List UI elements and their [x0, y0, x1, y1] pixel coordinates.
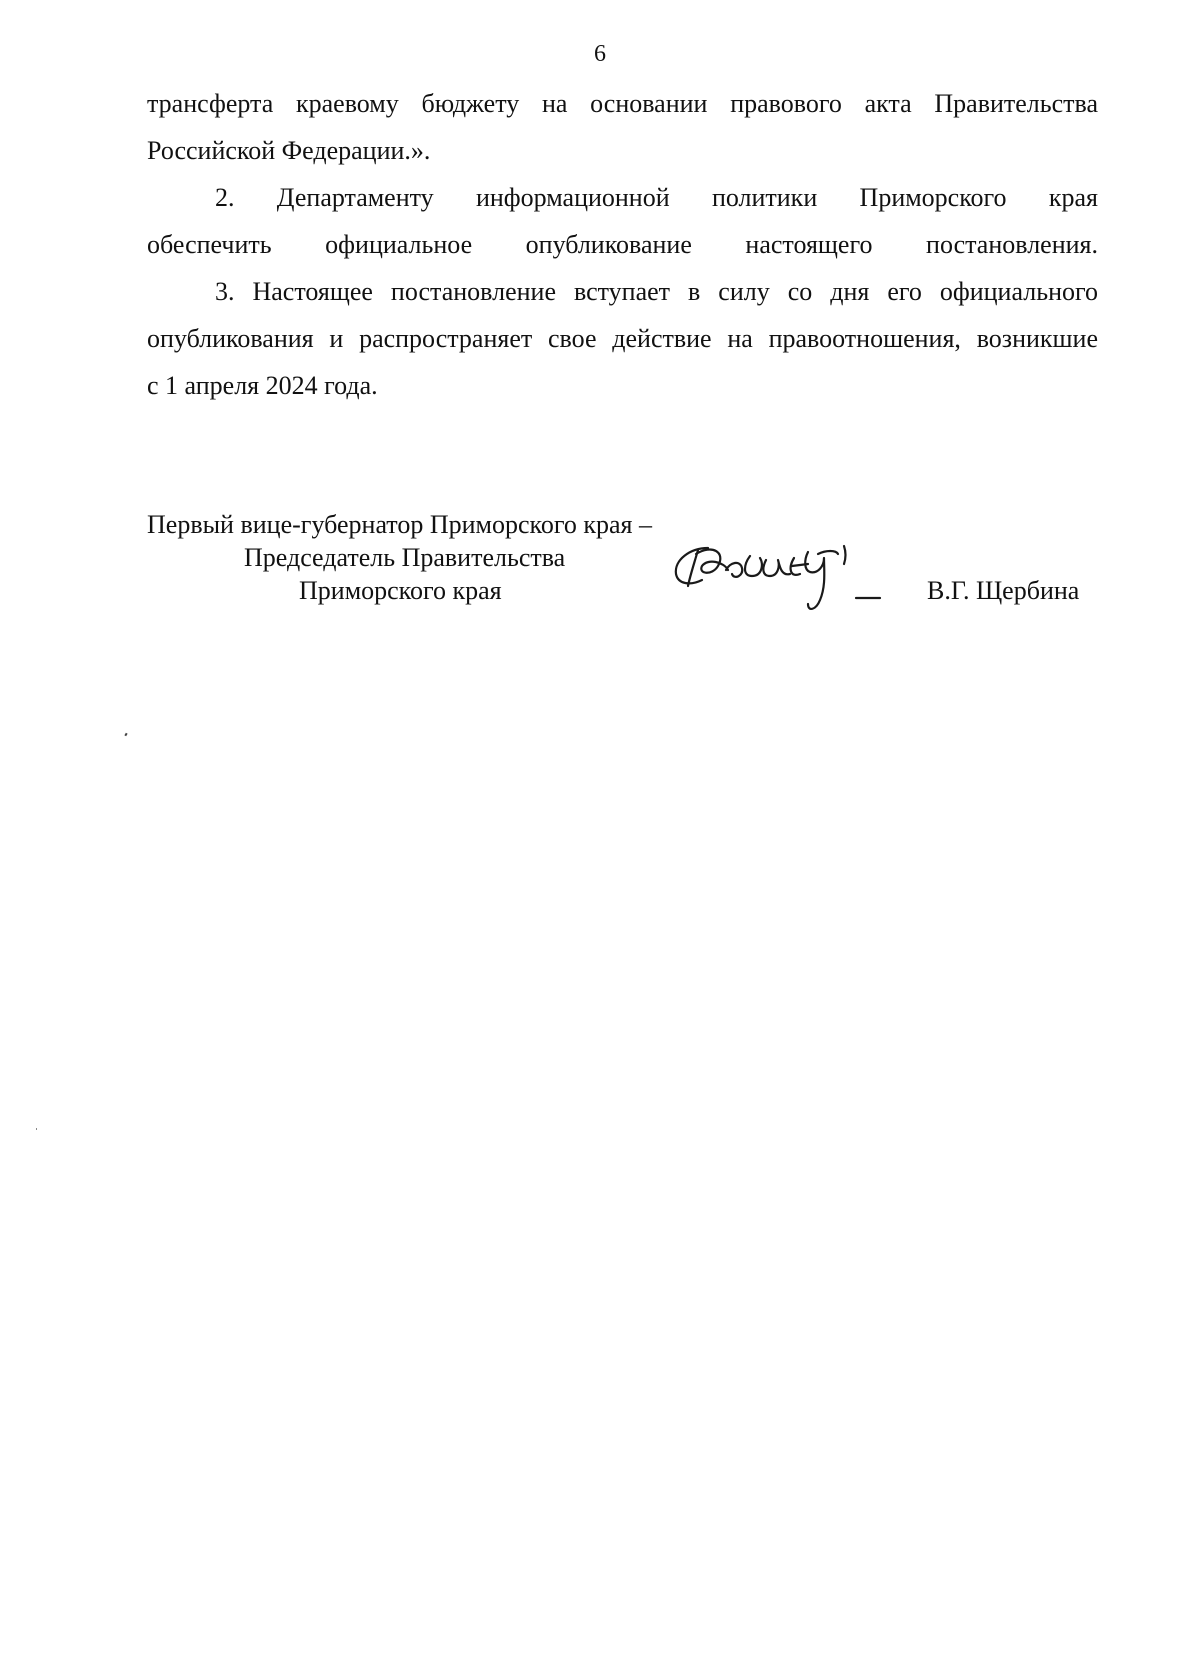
scan-speck	[124, 733, 127, 737]
body-line: трансферта краевому бюджету на основании правового акта Правительства	[147, 89, 1098, 118]
handwritten-signature	[668, 530, 908, 630]
position-line: Председатель Правительства	[244, 543, 566, 572]
body-line: Российской Федерации.».	[147, 136, 431, 165]
body-line: опубликования и распространяет свое действие на правоотношения, возникшие	[147, 324, 1098, 353]
paragraph-3-line: 3. Настоящее постановление вступает в силу со дня его официального	[215, 277, 1098, 306]
page-number: 6	[594, 41, 606, 67]
paragraph-2-line: 2. Департаменту информационной политики Приморского края	[215, 183, 1098, 212]
scan-speck	[36, 1128, 37, 1130]
signer-name: В.Г. Щербина	[927, 576, 1080, 605]
body-line: обеспечить официальное опубликование настоящего постановления.	[147, 230, 1098, 259]
signatory-position	[147, 508, 652, 607]
document-body	[147, 80, 1098, 409]
position-line: Первый вице-губернатор Приморского края –	[147, 510, 652, 539]
body-line: с 1 апреля 2024 года.	[147, 371, 378, 400]
position-line: Приморского края	[299, 576, 502, 605]
